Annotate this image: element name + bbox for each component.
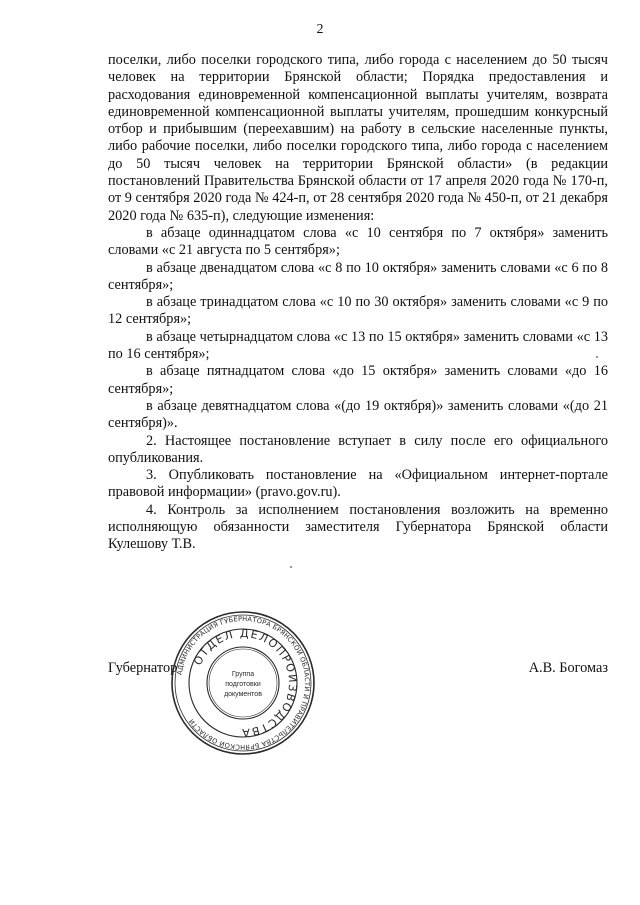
paragraph-amendment-11: в абзаце одиннадцатом слова «с 10 сентября по 7 октября» заменить словами «с 21 августа по 5 сентября»; bbox=[108, 224, 608, 259]
paragraph-amendment-13: в абзаце тринадцатом слова «с 10 по 30 октября» заменить словами «с 9 по 12 сентября»; bbox=[108, 294, 608, 328]
paragraph-amendment-12: в абзаце двенадцатом слова «с 8 по 10 октября» заменить словами «с 6 по 8 сентября»; bbox=[108, 259, 608, 293]
paragraph-item-3: 3. Опубликовать постановление на «Официальном интернет-портале правовой информации» (pravo.gov.ru). bbox=[108, 467, 608, 501]
paragraph-amendment-14: в абзаце четырнадцатом слова «с 13 по 15 октября» заменить словами «с 13 по 16 сентября»; bbox=[108, 328, 608, 363]
paragraph-amendment-19: в абзаце девятнадцатом слова «(до 19 октября)» заменить словами «(до 21 сентября)». bbox=[108, 397, 608, 432]
scan-speck bbox=[290, 566, 292, 568]
stamp-center-line: подготовки bbox=[225, 681, 261, 688]
signatory-name: А.В. Богомаз bbox=[528, 660, 608, 676]
page-number: 2 bbox=[316, 22, 324, 37]
paragraph-continuation: поселки, либо поселки городского типа, либо города с населением до 50 тысяч человек на территории Брянской области; Порядка предоставления и расходования единовременной компенсационной выплаты учителям, возврата единовременной компенсационной выплаты учителям, прошедшим конкурсный отбор и прибывшим (переехавшим) на работу в сельские населенные пункты, либо рабочие поселки, либо поселки городского типа, либо города с населением до 50 тысяч человек на территории Брянской области» (в редакции постановлений Правительства Брянской области от 17 апреля 2020 года № 170-п, от 9 сентября 2020 года № 424-п, от 28 сентября 2020 года № 450-п, от 21 декабря 2020 года № 635-п), следующие изменения: bbox=[108, 52, 608, 224]
stamp-center-line: Группа bbox=[231, 671, 255, 678]
paragraph-amendment-15: в абзаце пятнадцатом слова «до 15 октября» заменить словами «до 16 сентября»; bbox=[108, 363, 608, 397]
stamp-center-line: документов bbox=[224, 691, 262, 698]
signatory-title: Губернатор bbox=[108, 660, 178, 676]
stamp-ring-text: ОТДЕЛ ДЕЛОПРОИЗВОДСТВА bbox=[191, 626, 300, 740]
document-body bbox=[108, 52, 608, 554]
official-stamp bbox=[168, 608, 318, 758]
scan-speck bbox=[596, 356, 598, 358]
stamp-outer-text: АДМИНИСТРАЦИЯ ГУБЕРНАТОРА БРЯНСКОЙ ОБЛАСТИ И ПРАВИТЕЛЬСТВА БРЯНСКОЙ ОБЛАСТИ bbox=[175, 614, 312, 752]
paragraph-item-4: 4. Контроль за исполнением постановления возложить на временно исполняющую обязанности заместителя Губернатора Брянской области Кулешову Т.В. bbox=[108, 501, 608, 553]
paragraph-item-2: 2. Настоящее постановление вступает в силу после его официального опубликования. bbox=[108, 432, 608, 466]
